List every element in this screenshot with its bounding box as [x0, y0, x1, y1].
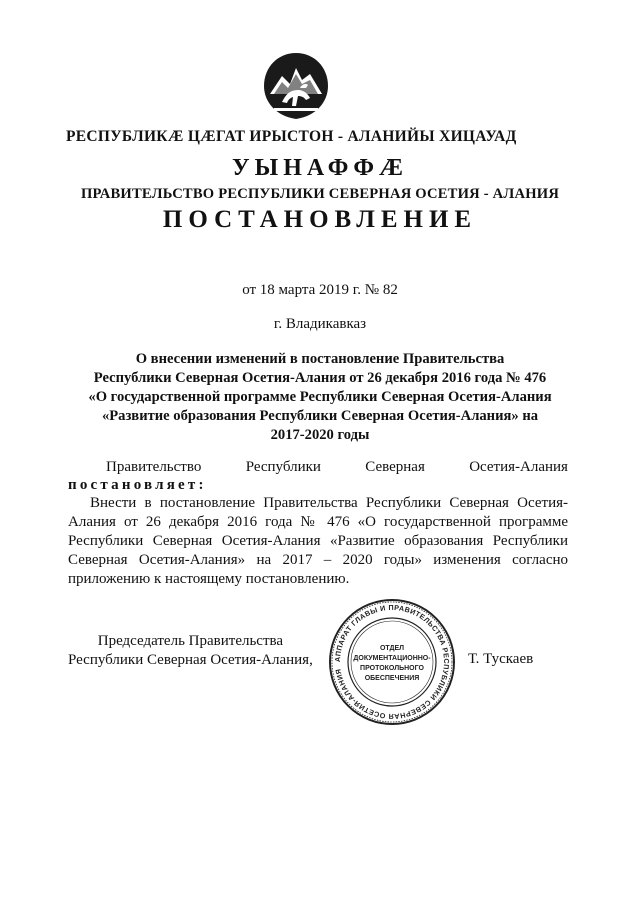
coat-of-arms-emblem	[260, 50, 332, 122]
svg-text:АППАРАТ ГЛАВЫ И ПРАВИТЕЛЬСТВА	[333, 603, 451, 721]
date-and-number: от 18 марта 2019 г. № 82	[242, 282, 398, 298]
title-line: «Развитие образования Республики Северная Осетия-Алания» на	[101, 408, 539, 424]
signatory-name: Т. Тускаев	[468, 651, 534, 667]
russian-government-heading: ПРАВИТЕЛЬСТВО РЕСПУБЛИКИ СЕВЕРНАЯ ОСЕТИЯ - АЛАНИЯ	[80, 186, 560, 202]
document-title	[60, 350, 580, 445]
intro-word: Республики	[245, 459, 321, 475]
signatory-position-line: Председатель Правительства	[97, 633, 284, 649]
stamp-center-line: ПРОТОКОЛЬНОГО	[360, 665, 424, 672]
stamp-center-line: ОБЕСПЕЧЕНИЯ	[364, 675, 420, 682]
body-paragraph	[68, 494, 568, 589]
intro-word: Правительство	[106, 459, 202, 475]
russian-decree-heading: ПОСТАНОВЛЕНИЕ	[162, 206, 478, 233]
title-line: «О государственной программе Республики Северная Осетия-Алания	[88, 389, 552, 405]
body-paragraph-text: Внести в постановление Правительства Республики Северная Осетия-Алания от 26 декабря 2016 года № 476 «О государственной программе Республики Северная Осетия-Алания «Развитие образования Республики Северная Осетия-Алания» на 2017 – 2020 годы» изменения согласно приложению к настоящему постановлению.	[68, 495, 568, 587]
official-seal-stamp	[328, 598, 456, 726]
intro-word: Осетия-Алания	[469, 459, 568, 475]
title-line: О внесении изменений в постановление Правительства	[135, 351, 505, 367]
intro-line	[68, 458, 568, 477]
city: г. Владикавказ	[273, 316, 367, 332]
ossetian-decree-heading: УЫНАФФӔ	[232, 155, 408, 181]
title-line: Республики Северная Осетия-Алания от 26 декабря 2016 года № 476	[93, 370, 547, 386]
signatory-position-line: Республики Северная Осетия-Алания,	[68, 652, 313, 668]
stamp-ring-text: АППАРАТ ГЛАВЫ И ПРАВИТЕЛЬСТВА РЕСПУБЛИКИ СЕВЕРНАЯ ОСЕТИЯ-АЛАНИЯ	[332, 602, 452, 722]
intro-word: Северная	[365, 459, 425, 475]
signatory-position	[68, 632, 313, 670]
stamp-center-line: ДОКУМЕНТАЦИОННО-	[353, 655, 431, 662]
title-line: 2017-2020 годы	[270, 427, 370, 443]
stamp-center-line: ОТДЕЛ	[379, 645, 405, 652]
resolves-word: постановляет:	[68, 477, 207, 493]
ossetian-government-heading: РЕСПУБЛИКӔ ЦӔГАТ ИРЫСТОН - АЛАНИЙЫ ХИЦАУАД	[66, 128, 517, 145]
